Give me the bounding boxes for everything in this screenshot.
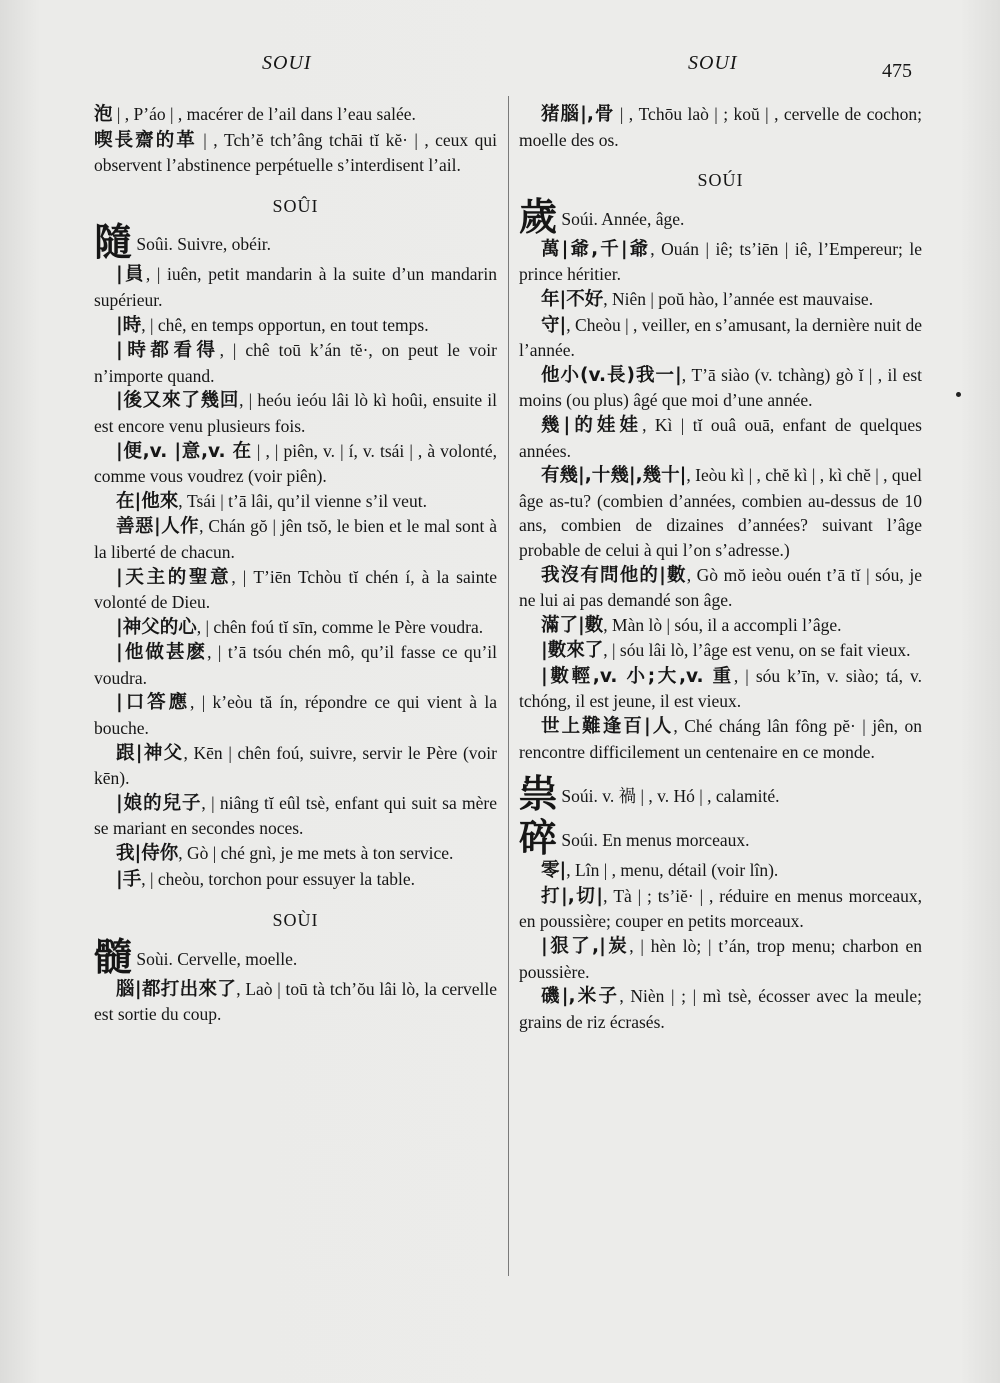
entry bbox=[94, 102, 497, 128]
entry-head: 他小(v.長)我一| bbox=[541, 364, 682, 386]
entry-text: , | t’ā tsóu chén mô, qu’il fasse ce qu’il voudra. bbox=[94, 642, 497, 688]
entry-head: 善惡|人作 bbox=[116, 516, 200, 538]
entry bbox=[94, 690, 497, 740]
entry-text: | , Tchōu laò | ; koŭ | , cervelle de cochon; moelle des os. bbox=[519, 104, 922, 150]
entry-text: , | niâng tĭ eûl tsè, enfant qui suit sa mère se mariant en secondes noces. bbox=[94, 792, 497, 839]
entry-head: 萬|爺,千|爺 bbox=[541, 238, 651, 260]
entry-head: |口答應 bbox=[116, 692, 191, 714]
headword-definition: Soúi. Année, âge. bbox=[557, 208, 685, 229]
entry-head: |員 bbox=[116, 264, 146, 286]
entry bbox=[94, 262, 497, 312]
entry-text: , T’ā siào (v. tchàng) gò ĭ | , il est moins (ou plus) âgé que moi d’une année. bbox=[519, 364, 923, 411]
entry-text: , | hèn lò; | t’án, trop menu; charbon en poussière. bbox=[519, 936, 922, 982]
entry-text: , Màn lò | sóu, il a accompli l’âge. bbox=[603, 614, 842, 635]
entry-text: , Cheòu | , veiller, en s’amusant, la dernière nuit de l’année. bbox=[519, 314, 923, 361]
entry-text: , Gò mŏ ieòu ouén t’ā tĭ | sóu, je ne lui ai pas demandé son âge. bbox=[519, 564, 922, 611]
entry bbox=[519, 237, 922, 287]
entry-head: |神父的心 bbox=[116, 616, 197, 638]
running-header-left: SOUI bbox=[262, 52, 312, 74]
section-title: SOÛI bbox=[272, 195, 319, 216]
entry-head: |時 bbox=[116, 314, 142, 336]
entry-text: , Chán gŏ | jên tsŏ, le bien et le mal sont à la liberté de chacun. bbox=[94, 516, 497, 562]
entry bbox=[94, 128, 497, 178]
entry-text: , | k’eòu tă ín, répondre ce qui vient à la bouche. bbox=[94, 692, 497, 739]
entry-head: 世上難逢百|人 bbox=[541, 716, 674, 738]
entry bbox=[519, 984, 922, 1034]
entry-text: , Kì | tĭ ouâ ouā, enfant de quelques années. bbox=[519, 414, 922, 461]
entry-text: , Kēn | chên foú, suivre, servir le Père (voir kēn). bbox=[94, 742, 497, 789]
entry-text: , Lîn | , menu, détail (voir lîn). bbox=[566, 860, 779, 881]
section-title: SOÙI bbox=[272, 910, 319, 931]
entry-head: |便,v. |意,v. 在 bbox=[116, 440, 252, 462]
headword bbox=[94, 220, 497, 265]
entry-text: , | chê toū k’án tĕ·, on peut le voir n’importe quand. bbox=[94, 340, 497, 386]
headword-char: 髓 bbox=[94, 934, 133, 979]
entry bbox=[94, 741, 497, 791]
entry bbox=[519, 413, 922, 463]
entry-head: 有幾|,十幾|,幾十| bbox=[541, 465, 687, 487]
entry bbox=[94, 388, 497, 438]
entry-head: 零| bbox=[541, 860, 567, 882]
entry-head: |後又來了幾回 bbox=[116, 390, 240, 412]
entry bbox=[94, 489, 497, 515]
entry bbox=[519, 884, 922, 934]
entry-text: , Ieòu kì | , chĕ kì | , kì chĕ | , quel âge as-tu? (combien d’années, combien au-dessus de 10 ans, combien de dizaines d’années? suivant l’âge probable de celui à qui l’on s’adresse.) bbox=[519, 465, 923, 560]
entry bbox=[519, 463, 922, 562]
entry bbox=[94, 439, 497, 489]
entry-head: |數輕,v. 小;大,v. 重 bbox=[541, 665, 734, 687]
entry-head: |狠了,|炭 bbox=[541, 936, 630, 958]
entry-head: 年|不好 bbox=[541, 288, 604, 310]
headword-definition: Soûi. Suivre, obéir. bbox=[132, 234, 272, 255]
entry-head: 跟|神父 bbox=[116, 742, 184, 764]
entry-text: , Ché cháng lân fông pĕ· | jên, on rencontre difficilement un centenaire en ce monde. bbox=[519, 716, 922, 762]
entry bbox=[94, 791, 497, 841]
entry bbox=[94, 615, 497, 641]
entry-head: 泡 bbox=[94, 104, 113, 125]
entry-head: |娘的兒子 bbox=[116, 792, 202, 814]
entry-text: , | chê, en temps opportun, en tout temps. bbox=[141, 314, 429, 335]
headword bbox=[94, 934, 497, 979]
entry-head: 我沒有問他的|數 bbox=[541, 564, 687, 586]
entry bbox=[519, 714, 922, 764]
paper-speck bbox=[956, 392, 961, 397]
entry-text: | , Tch’ĕ tch’âng tchāi tĭ kĕ· | , ceux qui observent l’abstinence perpétuelle s’interdisent l’ail. bbox=[94, 129, 497, 176]
headword-definition: Soùi. Cervelle, moelle. bbox=[132, 948, 298, 969]
page-number: 475 bbox=[882, 60, 912, 82]
entry-text: , | cheòu, torchon pour essuyer la table. bbox=[141, 868, 415, 889]
entry bbox=[94, 841, 497, 867]
entry-text: , | sóu lâi lò, l’âge est venu, on se fait vieux. bbox=[603, 640, 911, 661]
entry bbox=[94, 338, 497, 388]
entry bbox=[94, 565, 497, 615]
headword bbox=[519, 816, 922, 861]
entry-head: 磯|,米子 bbox=[541, 986, 620, 1008]
headword bbox=[519, 772, 922, 817]
entry-head: |時都看得 bbox=[116, 340, 220, 362]
entry bbox=[94, 640, 497, 690]
entry-head: 猪腦|,骨 bbox=[541, 104, 615, 125]
entry-head: |他做甚麽 bbox=[116, 642, 208, 664]
entry-head: 幾|的娃娃 bbox=[541, 414, 643, 436]
entry-text: , Laò | toū tà tch’ŏu lâi lò, la cervelle est sortie du coup. bbox=[94, 978, 498, 1025]
headword-char: 碎 bbox=[519, 816, 558, 861]
left-column bbox=[94, 102, 497, 1027]
entry bbox=[519, 563, 922, 613]
entry-text: , | iuên, petit mandarin à la suite d’un mandarin supérieur. bbox=[94, 264, 497, 310]
entry-text: , | heóu ieóu lâi lò kì hoûi, ensuite il est encore venu plusieurs fois. bbox=[94, 390, 497, 436]
column-divider bbox=[508, 96, 509, 1276]
headword bbox=[519, 194, 922, 239]
entry bbox=[519, 613, 922, 639]
entry-text: , Nièn | ; | mì tsè, écosser avec la meule; grains de riz écrasés. bbox=[519, 986, 922, 1032]
entry-head: 我|侍你 bbox=[116, 843, 179, 865]
entry bbox=[519, 313, 922, 363]
entry bbox=[519, 664, 922, 714]
entry-head: 腦|都打出來了 bbox=[116, 978, 237, 1000]
entry-text: , Niên | poŭ hào, l’année est mauvaise. bbox=[603, 288, 874, 309]
entry bbox=[94, 313, 497, 339]
entry-text: , | T’iēn Tchòu tĭ chén í, à la sainte volonté de Dieu. bbox=[94, 566, 497, 613]
entry-head: 滿了|數 bbox=[541, 614, 604, 636]
right-column bbox=[519, 102, 922, 1034]
entry bbox=[519, 934, 922, 984]
headword-char: 隨 bbox=[94, 220, 133, 265]
entry-text: , Tsái | t’ā lâi, qu’il vienne s’il veut. bbox=[178, 490, 427, 511]
entry-head: |天主的聖意 bbox=[116, 566, 232, 588]
entry bbox=[94, 977, 497, 1027]
entry-head: 喫長齋的革 bbox=[94, 129, 197, 151]
entry-text: , | sóu k’īn, v. siào; tá, v. tchóng, il est jeune, il est vieux. bbox=[519, 665, 922, 712]
entry bbox=[519, 638, 922, 664]
section-title: SOÚI bbox=[697, 170, 744, 191]
entry-head: |數來了 bbox=[541, 640, 604, 662]
entry bbox=[519, 287, 922, 313]
entry-head: |手 bbox=[116, 868, 142, 890]
entry bbox=[519, 363, 922, 413]
entry bbox=[519, 858, 922, 884]
entry-text: , Tà | ; ts’iĕ· | , réduire en menus morceaux, en poussière; couper en petits morceaux. bbox=[519, 885, 922, 932]
running-header-right: SOUI bbox=[688, 52, 738, 74]
headword-definition: Soúi. v. 禍 | , v. Hó | , calamité. bbox=[557, 786, 780, 807]
entry bbox=[94, 867, 497, 893]
entry-head: 在|他來 bbox=[116, 490, 179, 512]
headword-definition: Soúi. En menus morceaux. bbox=[557, 830, 750, 851]
entry-text: , Ouán | iê; ts’iēn | iê, l’Empereur; le prince héritier. bbox=[519, 238, 922, 285]
entry-head: 打|,切| bbox=[541, 885, 604, 907]
entry-head: 守| bbox=[541, 314, 567, 336]
entry-text: , | chên foú tĭ sīn, comme le Père voudra. bbox=[196, 616, 484, 637]
headword-char: 歲 bbox=[519, 194, 558, 239]
entry-text: , Gò | ché gnì, je me mets à ton service. bbox=[178, 843, 454, 864]
headword-char: 祟 bbox=[519, 772, 558, 817]
entry bbox=[519, 102, 922, 152]
entry-text: | , P’áo | , macérer de l’ail dans l’eau salée. bbox=[112, 104, 416, 124]
entry-text: | , | piên, v. | í, v. tsái | , à volonté, comme vous voudrez (voir piên). bbox=[94, 440, 498, 487]
entry bbox=[94, 514, 497, 564]
